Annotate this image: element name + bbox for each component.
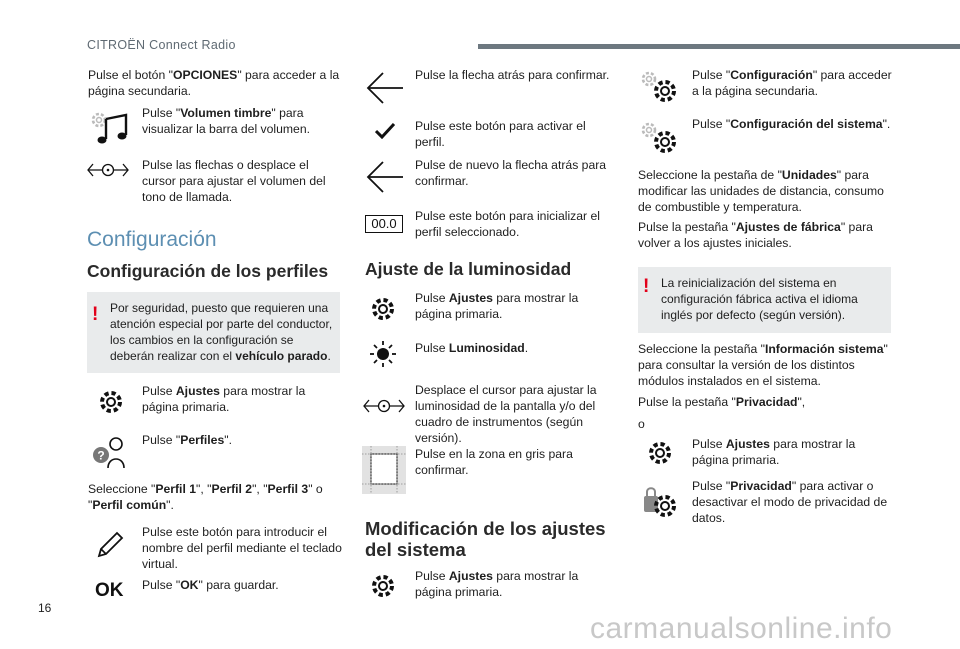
item-privacy: Pulse "Privacidad" para activar o desactivar el modo de privacidad de datos.: [692, 479, 888, 525]
item-configuration: Pulse "Configuración" para acceder a la página secundaria.: [692, 68, 892, 98]
ok-icon: OK: [95, 580, 124, 601]
section-title: Configuración: [87, 228, 217, 251]
item-slider: Desplace el cursor para ajustar la luminosidad de la pantalla y/o del cuadro de instrumentos (según versión).: [415, 383, 597, 445]
item-back: Pulse la flecha atrás para confirmar.: [415, 68, 610, 82]
back-arrow-icon: [365, 157, 405, 197]
item-check: Pulse este botón para activar el perfil.: [415, 119, 586, 149]
settings-gear-icon: [370, 573, 396, 599]
arrows-slider-icon: [362, 396, 406, 416]
item-reset: Pulse este botón para inicializar el perfil seleccionado.: [415, 209, 600, 239]
or-connector: o: [638, 417, 645, 431]
header-bar: [478, 44, 960, 49]
pencil-icon: [95, 530, 125, 560]
item-settings-privacy: Pulse Ajustes para mostrar la página primaria.: [692, 437, 856, 467]
back-arrow-icon: [365, 68, 405, 108]
item-name: Pulse este botón para introducir el nombre del perfil mediante el teclado virtual.: [142, 525, 342, 571]
settings-gear-icon: [647, 440, 673, 466]
para-privacy: Pulse la pestaña "Privacidad",: [638, 395, 806, 409]
para-factory: Pulse la pestaña "Ajustes de fábrica" para volver a los ajustes iniciales.: [638, 220, 873, 250]
reset-value-icon: 00.0: [365, 215, 403, 233]
safety-note: ! Por seguridad, puesto que requieren una atención especial por parte del conductor, los cambios en la configuración se deberán realizar con el vehículo parado.: [87, 292, 340, 373]
brightness-sun-icon: [368, 339, 398, 369]
item-volume: Pulse "Volumen timbre" para visualizar la barra del volumen.: [142, 106, 310, 136]
privacy-lock-icon: [642, 484, 678, 520]
item-profiles: Pulse "Perfiles".: [142, 433, 232, 447]
alert-icon: !: [92, 304, 99, 325]
item-settings-system: Pulse Ajustes para mostrar la página primaria.: [415, 569, 579, 599]
item-grey: Pulse en la zona en gris para confirmar.: [415, 447, 573, 477]
check-icon: [375, 123, 395, 139]
arrows-slider-icon: [86, 160, 130, 180]
configuration-gears-icon: [640, 70, 680, 106]
select-profile-line: Seleccione "Perfil 1", "Perfil 2", "Perfil 3" o "Perfil común".: [88, 482, 323, 512]
system-heading: Modificación de los ajustes del sistema: [365, 518, 606, 560]
item-settings: Pulse Ajustes para mostrar la página primaria.: [142, 384, 306, 414]
profiles-heading: Configuración de los perfiles: [87, 261, 329, 281]
music-settings-icon: [90, 111, 130, 145]
item-back-again: Pulse de nuevo la flecha atrás para confirmar.: [415, 158, 607, 188]
para-units: Seleccione la pestaña de "Unidades" para modificar las unidades de distancia, consumo de combustible y temperatura.: [638, 168, 884, 214]
svg-text:?: ?: [97, 448, 105, 463]
item-ok: Pulse "OK" para guardar.: [142, 578, 279, 592]
factory-reset-note: ! La reinicialización del sistema en configuración fábrica activa el idioma inglés por defecto (según versión).: [638, 267, 891, 333]
brightness-heading: Ajuste de la luminosidad: [365, 259, 572, 279]
profile-user-icon: [90, 436, 130, 470]
item-system-configuration: Pulse "Configuración del sistema".: [692, 117, 891, 131]
item-brightness: Pulse Luminosidad.: [415, 341, 529, 355]
grey-zone-icon: [362, 446, 406, 494]
settings-gear-icon: [370, 296, 396, 322]
settings-gear-icon: [98, 389, 124, 415]
item-arrows: Pulse las flechas o desplace el cursor para ajustar el volumen del tono de llamada.: [142, 158, 326, 204]
item-settings-brightness: Pulse Ajustes para mostrar la página primaria.: [415, 291, 579, 321]
intro-options: Pulse el botón "OPCIONES" para acceder a la página secundaria.: [88, 68, 340, 98]
alert-icon: !: [643, 276, 650, 297]
running-title: CITROËN Connect Radio: [87, 38, 236, 52]
para-system-info: Seleccione la pestaña "Información sistema" para consultar la versión de los distintos módulos instalados en el sistema.: [638, 342, 888, 388]
page-number: 16: [38, 601, 52, 615]
system-configuration-gears-icon: [640, 121, 680, 157]
watermark: carmanualsonline.info: [590, 612, 893, 645]
